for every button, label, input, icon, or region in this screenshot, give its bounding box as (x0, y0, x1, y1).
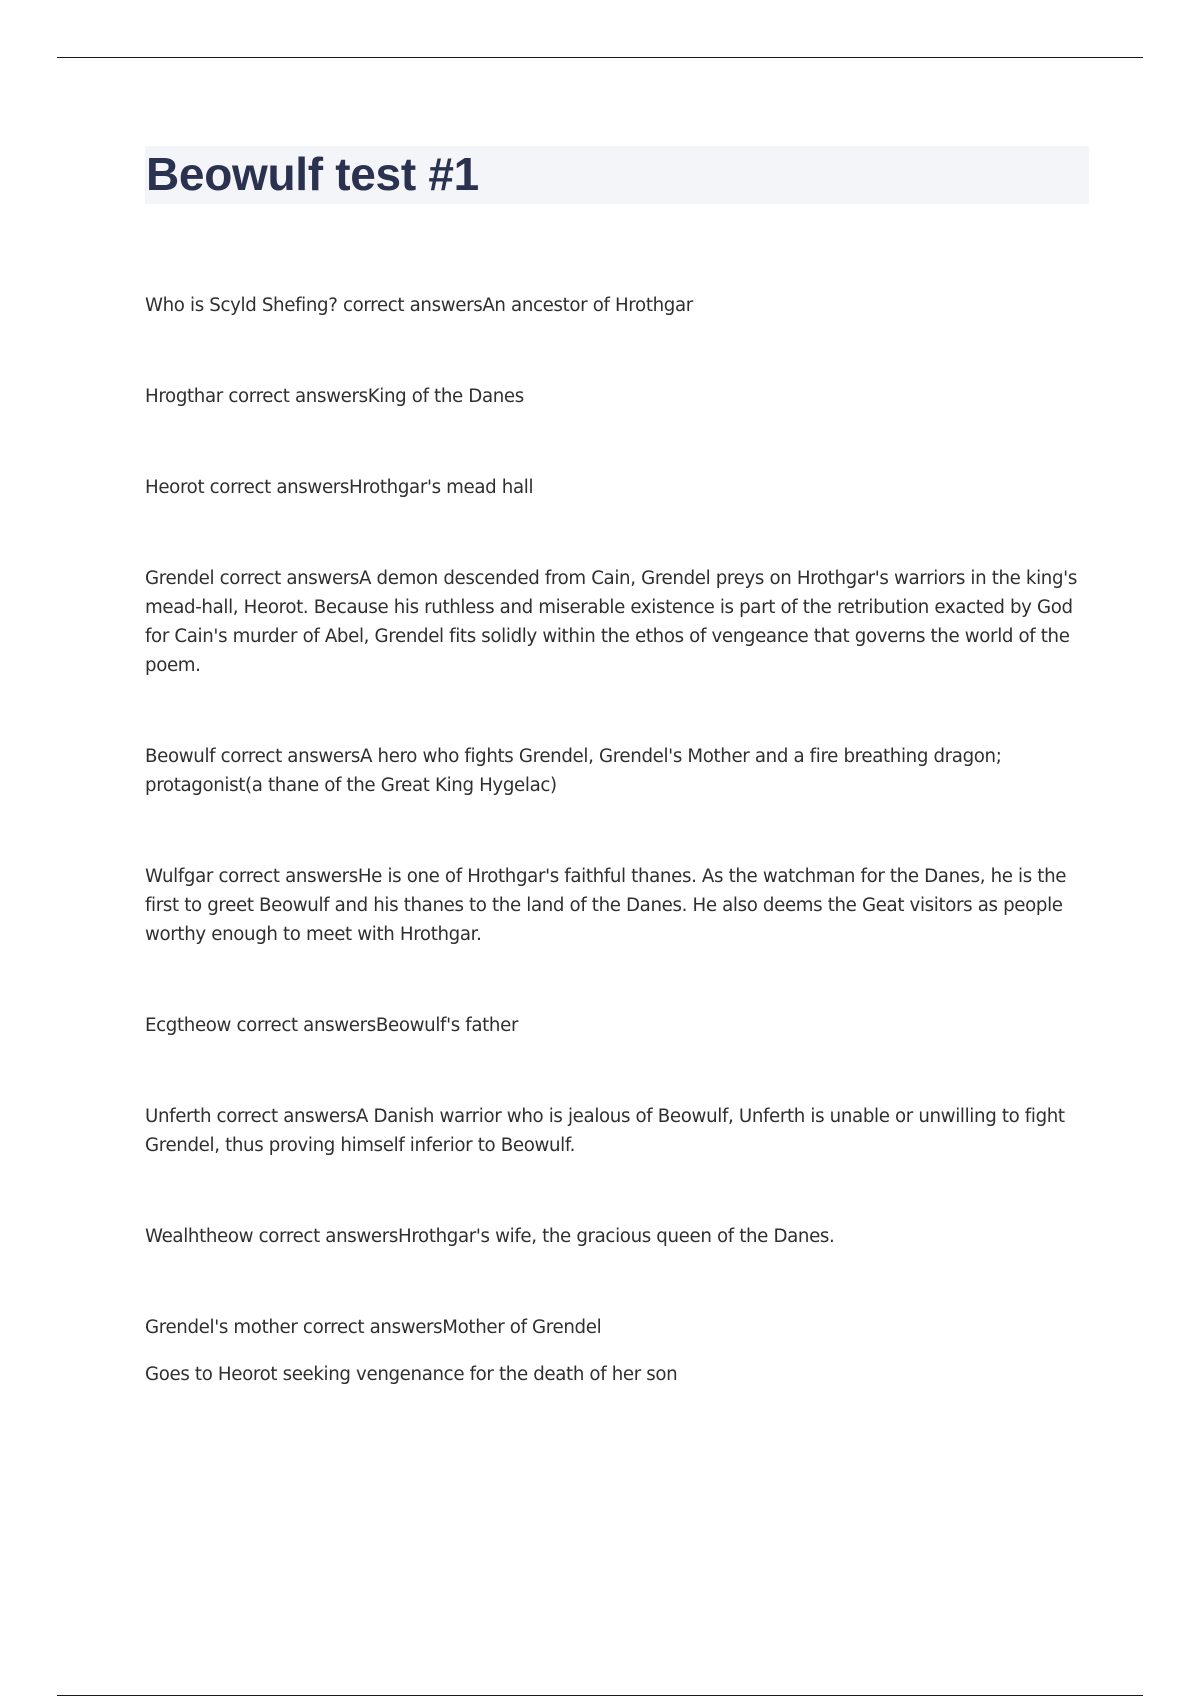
qa-item: Who is Scyld Shefing? correct answersAn ancestor of Hrothgar (145, 295, 693, 316)
qa-item: Beowulf correct answersA hero who fights Grendel, Grendel's Mother and a fire breathing dragon; protagonist(a thane of the Great King Hygelac) (145, 746, 1002, 796)
header-rule (57, 57, 1143, 58)
qa-item: Hrogthar correct answersKing of the Danes (145, 386, 524, 407)
qa-item: Grendel's mother correct answersMother of Grendel (145, 1317, 602, 1338)
qa-item: Wealhtheow correct answersHrothgar's wife, the gracious queen of the Danes. (145, 1226, 835, 1247)
qa-item: Heorot correct answersHrothgar's mead hall (145, 477, 534, 498)
qa-item: Wulfgar correct answersHe is one of Hrothgar's faithful thanes. As the watchman for the Danes, he is the first to greet Beowulf and his thanes to the land of the Danes. He also deems the Geat visitors as people worthy enough to meet with Hrothgar. (145, 866, 1067, 945)
footer-rule (57, 1695, 1143, 1696)
page-title: Beowulf test #1 (146, 148, 479, 200)
qa-item-continuation: Goes to Heorot seeking vengenance for the death of her son (145, 1364, 678, 1385)
qa-item: Grendel correct answersA demon descended from Cain, Grendel preys on Hrothgar's warriors in the king's mead-hall, Heorot. Because his ruthless and miserable existence is part of the retribution exacted by God for Cain's murder of Abel, Grendel fits solidly within the ethos of vengeance that governs the world of the poem. (145, 568, 1077, 676)
qa-item: Unferth correct answersA Danish warrior who is jealous of Beowulf, Unferth is unable or unwilling to fight Grendel, thus proving himself inferior to Beowulf. (145, 1106, 1065, 1156)
qa-item: Ecgtheow correct answersBeowulf's father (145, 1015, 519, 1036)
